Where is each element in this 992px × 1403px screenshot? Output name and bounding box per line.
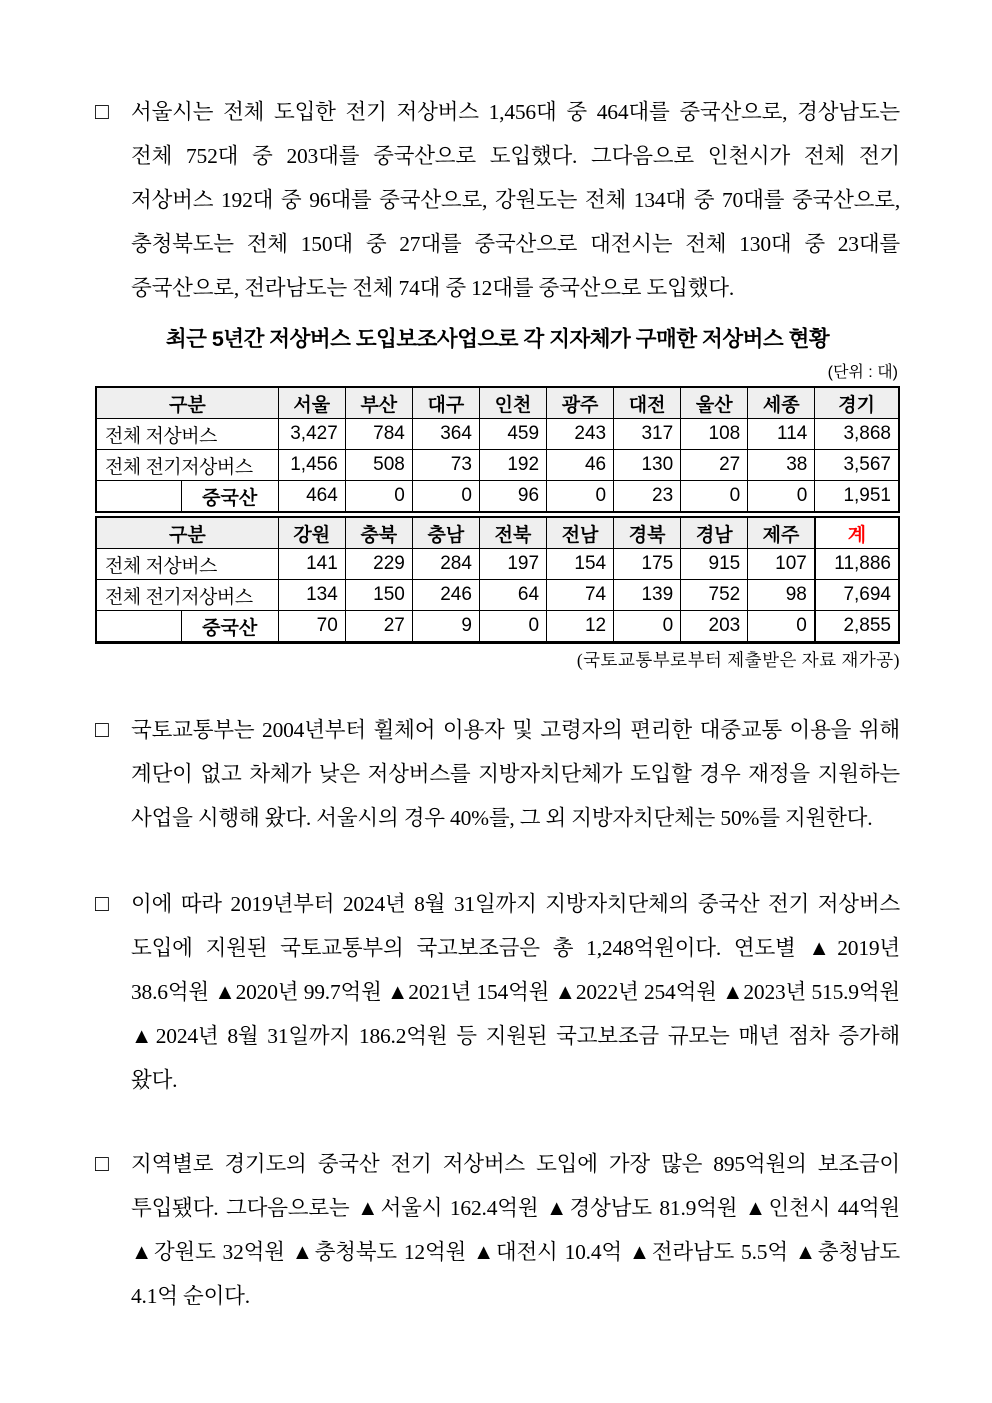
- table-col-header: 부산: [345, 387, 412, 419]
- table-col-header: 전북: [479, 517, 546, 549]
- table-col-header: 전남: [547, 517, 614, 549]
- table-cell: 27: [681, 450, 748, 481]
- table-cell: 229: [345, 549, 412, 580]
- table-cell: 150: [345, 580, 412, 611]
- table-cell: 70: [278, 611, 345, 643]
- table-row: [96, 450, 899, 481]
- table-cell: 74: [547, 580, 614, 611]
- table-cell: 0: [479, 611, 546, 643]
- table-col-header: 계: [815, 517, 899, 549]
- table-col-header: 서울: [278, 387, 345, 419]
- table-cell: 0: [748, 481, 815, 513]
- table-cell: 0: [412, 481, 479, 513]
- table-cell: 46: [547, 450, 614, 481]
- table-col-header: 경기: [815, 387, 899, 419]
- table-cell: 1,456: [278, 450, 345, 481]
- table-cell: 317: [614, 419, 681, 450]
- table-cell: 107: [748, 549, 815, 580]
- table-col-header: 대구: [412, 387, 479, 419]
- table-col-header: 울산: [681, 387, 748, 419]
- square-bullet-icon: □: [95, 717, 109, 742]
- table-cell: 752: [681, 580, 748, 611]
- paragraph-text: 서울시는 전체 도입한 전기 저상버스 1,456대 중 464대를 중국산으로, 경상남도는 전체 752대 중 203대를 중국산으로 도입했다. 그다음으로 인천시가 전체 전기 저상버스 192대 중 96대를 중국산으로, 강원도는 전체 134대 중 70대를 중국산으로, 충청북도는 전체 150대 중 27대를 중국산으로 대전시는 전체 130대 중 23대를 중국산으로, 전라남도는 전체 74대 중 12대를 중국산으로 도입했다.: [131, 100, 900, 300]
- table-corner-header: 구분: [96, 387, 278, 419]
- table-cell: 3,427: [278, 419, 345, 450]
- table-cell: 38: [748, 450, 815, 481]
- table-col-header: 세종: [748, 387, 815, 419]
- table-cell: 459: [479, 419, 546, 450]
- table-col-header: 경북: [614, 517, 681, 549]
- table-cell: 73: [412, 450, 479, 481]
- table-cell: 96: [479, 481, 546, 513]
- table-cell: 0: [345, 481, 412, 513]
- paragraph-regional-subsidy-amounts: [95, 1142, 900, 1318]
- table-header-row: [96, 517, 899, 549]
- table-cell: 0: [748, 611, 815, 643]
- table-row: [96, 481, 899, 513]
- table-section-provinces: [95, 516, 900, 644]
- table-cell: 12: [547, 611, 614, 643]
- table-cell: 0: [681, 481, 748, 513]
- table-row: [96, 611, 899, 643]
- table-cell: 3,567: [815, 450, 899, 481]
- table-cell: 197: [479, 549, 546, 580]
- table-col-header: 대전: [614, 387, 681, 419]
- table-cell: 246: [412, 580, 479, 611]
- table-cell: 1,951: [815, 481, 899, 513]
- table-row: [96, 580, 899, 611]
- table-cell: 175: [614, 549, 681, 580]
- table-cell: 2,855: [815, 611, 899, 643]
- table-col-header: 충남: [412, 517, 479, 549]
- paragraph-molit-subsidy-program: [95, 708, 900, 840]
- paragraph-seoul-china-buses: [95, 90, 900, 310]
- table-cell: 0: [614, 611, 681, 643]
- table-header-row: [96, 387, 899, 419]
- table-cell: 364: [412, 419, 479, 450]
- table-cell: 11,886: [815, 549, 899, 580]
- paragraph-text: 지역별로 경기도의 중국산 전기 저상버스 도입에 가장 많은 895억원의 보조금이 투입됐다. 그다음으로는 ▲서울시 162.4억원 ▲경상남도 81.9억원 ▲인천시 44억원 ▲강원도 32억원 ▲충청북도 12억원 ▲대전시 10.4억 ▲전라남도 5.5억 ▲충청남도 4.1억 순이다.: [131, 1152, 900, 1308]
- table-col-header: 인천: [479, 387, 546, 419]
- table-cell: 243: [547, 419, 614, 450]
- table-row-sublabel: 중국산: [181, 481, 278, 513]
- square-bullet-icon: □: [95, 891, 109, 916]
- table-cell: 141: [278, 549, 345, 580]
- table-cell: 130: [614, 450, 681, 481]
- table-cell: 134: [278, 580, 345, 611]
- table-cell: 27: [345, 611, 412, 643]
- table-row-label: 전체 전기저상버스: [96, 450, 278, 481]
- table-cell: 154: [547, 549, 614, 580]
- table-cell: 7,694: [815, 580, 899, 611]
- table-title: 최근 5년간 저상버스 도입보조사업으로 각 지자체가 구매한 저상버스 현황: [165, 327, 830, 351]
- table-cell: 98: [748, 580, 815, 611]
- paragraph-text: 국토교통부는 2004년부터 휠체어 이용자 및 고령자의 편리한 대중교통 이용을 위해 계단이 없고 차체가 낮은 저상버스를 지방자치단체가 도입할 경우 재정을 지원하는 사업을 시행해 왔다. 서울시의 경우 40%를, 그 외 지방자치단체는 50%를 지원한다.: [131, 718, 900, 830]
- table-cell: 9: [412, 611, 479, 643]
- table-label-spacer: [96, 481, 181, 513]
- square-bullet-icon: □: [95, 99, 109, 124]
- table-cell: 284: [412, 549, 479, 580]
- table-cell: 23: [614, 481, 681, 513]
- table-cell: 108: [681, 419, 748, 450]
- table-cell: 508: [345, 450, 412, 481]
- table-col-header: 강원: [278, 517, 345, 549]
- table-cell: 464: [278, 481, 345, 513]
- table-cell: 784: [345, 419, 412, 450]
- table-col-header: 광주: [547, 387, 614, 419]
- table-col-header: 경남: [681, 517, 748, 549]
- table-row-label: 전체 전기저상버스: [96, 580, 278, 611]
- table-unit-note: (단위 : 대): [827, 364, 898, 381]
- table-col-header: 충북: [345, 517, 412, 549]
- table-row-sublabel: 중국산: [181, 611, 278, 643]
- square-bullet-icon: □: [95, 1151, 109, 1176]
- table-row-label: 전체 저상버스: [96, 549, 278, 580]
- paragraph-yearly-subsidy-amounts: [95, 882, 900, 1102]
- table-row-label: 전체 저상버스: [96, 419, 278, 450]
- table-row: [96, 419, 899, 450]
- table-source-note: (국토교통부로부터 제출받은 자료 재가공): [576, 650, 900, 670]
- table-cell: 915: [681, 549, 748, 580]
- table-cell: 139: [614, 580, 681, 611]
- table-col-header: 제주: [748, 517, 815, 549]
- table-cell: 203: [681, 611, 748, 643]
- table-label-spacer: [96, 611, 181, 643]
- table-cell: 3,868: [815, 419, 899, 450]
- table-corner-header: 구분: [96, 517, 278, 549]
- table-cell: 64: [479, 580, 546, 611]
- table-block: [95, 322, 900, 672]
- table-cell: 114: [748, 419, 815, 450]
- table-row: [96, 549, 899, 580]
- paragraph-text: 이에 따라 2019년부터 2024년 8월 31일까지 지방자치단체의 중국산 전기 저상버스 도입에 지원된 국토교통부의 국고보조금은 총 1,248억원이다. 연도별 ▲2019년 38.6억원 ▲2020년 99.7억원 ▲2021년 154억원 ▲2022년 254억원 ▲2023년 515.9억원 ▲2024년 8월 31일까지 186.2억원 등 지원된 국고보조금 규모는 매년 점차 증가해 왔다.: [131, 892, 900, 1092]
- table-cell: 192: [479, 450, 546, 481]
- table-cell: 0: [547, 481, 614, 513]
- table-section-metro-cities: [95, 386, 900, 513]
